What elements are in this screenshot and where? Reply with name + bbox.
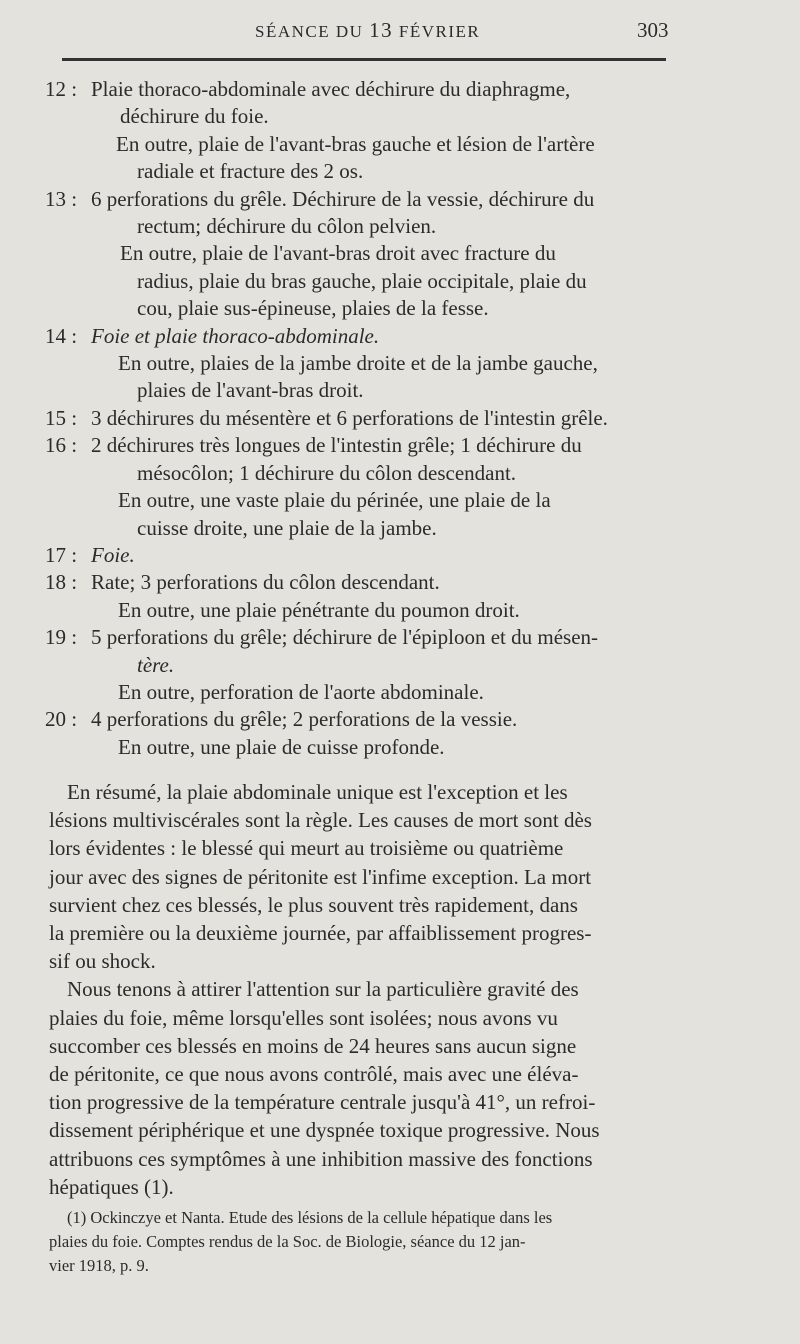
paragraph-line: lésions multiviscérales sont la règle. Les causes de mort sont dès — [49, 808, 592, 833]
case-line: rectum; déchirure du côlon pelvien. — [137, 214, 437, 239]
paragraph-line: de péritonite, ce que nous avons contrôlé, mais avec une éléva- — [49, 1062, 579, 1087]
case-number: 17 : — [45, 542, 78, 567]
case-line: En outre, une plaie pénétrante du poumon droit. — [118, 597, 520, 622]
paragraph — [49, 778, 671, 975]
case-number: 12 : — [45, 77, 78, 101]
case-15 — [0, 405, 800, 432]
footnote-line: vier 1918, p. 9. — [49, 1256, 149, 1275]
case-line: plaies de l'avant-bras droit. — [137, 378, 364, 403]
header-rule — [62, 58, 666, 61]
case-line: Plaie thoraco-abdominale avec déchirure du diaphragme, — [91, 77, 571, 101]
case-number: 18 : — [45, 570, 78, 595]
case-line: déchirure du foie. — [120, 104, 269, 129]
paragraph-line: tion progressive de la température centrale jusqu'à 41°, un refroi- — [49, 1090, 596, 1115]
case-12 — [0, 76, 800, 186]
case-line: 3 déchirures du mésentère et 6 perforations de l'intestin grêle. — [91, 405, 608, 430]
summary-text — [49, 778, 671, 1201]
case-20 — [0, 706, 800, 761]
case-number: 16 : — [45, 433, 78, 458]
case-line: Foie et plaie thoraco-abdominale. — [91, 323, 380, 348]
case-line: 5 perforations du grêle; déchirure de l'épiploon et du mésen- — [91, 625, 599, 650]
case-line: En outre, plaie de l'avant-bras gauche et lésion de l'artère — [116, 131, 595, 156]
case-line: En outre, une vaste plaie du périnée, une plaie de la — [118, 488, 551, 513]
case-16 — [0, 432, 800, 542]
running-title: SÉANCE DU 13 FÉVRIER — [255, 18, 481, 42]
case-17 — [0, 542, 800, 569]
case-13 — [0, 186, 800, 323]
paragraph — [49, 975, 671, 1201]
case-line: Rate; 3 perforations du côlon descendant. — [91, 570, 440, 595]
case-line: Foie. — [91, 542, 135, 567]
case-line: 6 perforations du grêle. Déchirure de la vessie, déchirure du — [91, 186, 595, 211]
case-line: En outre, plaies de la jambe droite et de la jambe gauche, — [118, 351, 598, 376]
paragraph-line: plaies du foie, même lorsqu'elles sont isolées; nous avons vu — [49, 1005, 558, 1030]
paragraph-line: Nous tenons à attirer l'attention sur la particulière gravité des — [67, 977, 579, 1002]
case-number: 15 : — [45, 405, 78, 430]
paragraph-line: survient chez ces blessés, le plus souvent très rapidement, dans — [49, 892, 578, 917]
paragraph-line: lors évidentes : le blessé qui meurt au troisième ou quatrième — [49, 836, 564, 861]
paragraph-line: jour avec des signes de péritonite est l'infime exception. La mort — [49, 864, 592, 889]
page-header — [0, 18, 800, 48]
case-19 — [0, 624, 800, 706]
case-18 — [0, 569, 800, 624]
case-line: radiale et fracture des 2 os. — [137, 159, 364, 184]
paragraph-line: la première ou la deuxième journée, par affaiblissement progres- — [49, 921, 592, 946]
case-number: 20 : — [45, 707, 78, 732]
case-line: tère. — [137, 652, 175, 677]
paragraph-line: succomber ces blessés en moins de 24 heures sans aucun signe — [49, 1033, 577, 1058]
case-number: 19 : — [45, 625, 78, 650]
case-line: En outre, plaie de l'avant-bras droit avec fracture du — [120, 241, 556, 266]
case-line: 4 perforations du grêle; 2 perforations de la vessie. — [91, 707, 518, 732]
case-line: radius, plaie du bras gauche, plaie occipitale, plaie du — [137, 268, 587, 293]
footnote — [49, 1206, 671, 1278]
footnote-line: plaies du foie. Comptes rendus de la Soc. de Biologie, séance du 12 jan- — [49, 1232, 526, 1251]
case-line: En outre, perforation de l'aorte abdominale. — [118, 679, 484, 704]
case-line: 2 déchirures très longues de l'intestin grêle; 1 déchirure du — [91, 433, 582, 458]
case-line: cuisse droite, une plaie de la jambe. — [137, 515, 437, 540]
case-number: 13 : — [45, 186, 78, 211]
case-line: mésocôlon; 1 déchirure du côlon descendant. — [137, 460, 517, 485]
paragraph-line: En résumé, la plaie abdominale unique est l'exception et les — [67, 780, 568, 804]
case-number: 14 : — [45, 323, 78, 348]
case-line: En outre, une plaie de cuisse profonde. — [118, 734, 445, 759]
paragraph-line: hépatiques (1). — [49, 1174, 174, 1199]
case-14 — [0, 323, 800, 405]
paragraph-line: attribuons ces symptômes à une inhibition massive des fonctions — [49, 1146, 593, 1171]
case-line: cou, plaie sus-épineuse, plaies de la fesse. — [137, 296, 489, 321]
page-number: 303 — [637, 18, 669, 42]
paragraph-line: dissement périphérique et une dyspnée toxique progressive. Nous — [49, 1118, 600, 1143]
paragraph-line: sif ou shock. — [49, 949, 156, 974]
case-list — [0, 76, 800, 761]
footnote-line: (1) Ockinczye et Nanta. Etude des lésions de la cellule hépatique dans les — [67, 1208, 553, 1227]
